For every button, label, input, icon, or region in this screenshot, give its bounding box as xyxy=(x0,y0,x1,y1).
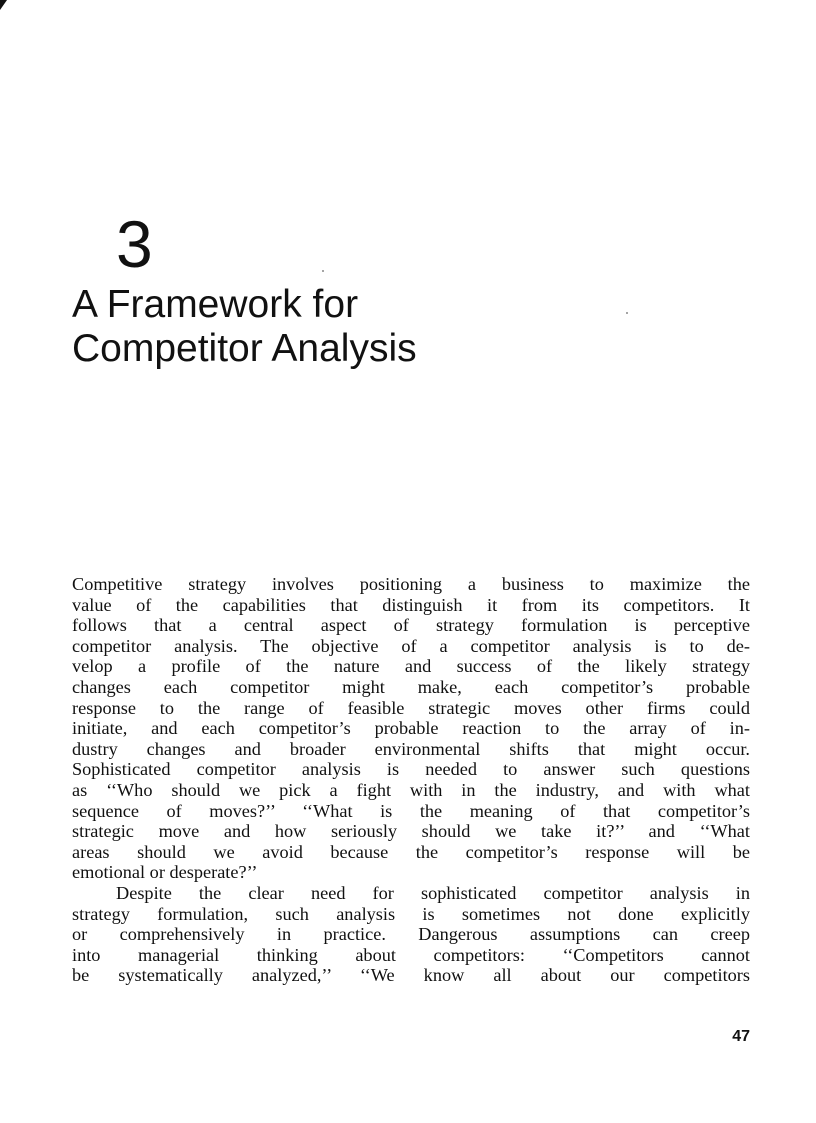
page-number: 47 xyxy=(732,1028,750,1045)
text-line: competitor analysis. The objective of a competitor analysis is to de- xyxy=(72,635,750,656)
scan-corner-mark xyxy=(0,0,7,10)
text-line: Sophisticated competitor analysis is needed to answer such questions xyxy=(72,759,750,780)
text-line: into managerial thinking about competitors: ‘‘Competitors cannot xyxy=(72,944,750,965)
chapter-title-line: A Framework for xyxy=(72,283,359,326)
text-line: value of the capabilities that distinguish it from its competitors. It xyxy=(72,594,750,615)
text-line: initiate, and each competitor’s probable reaction to the array of in- xyxy=(72,718,750,739)
text-line: Competitive strategy involves positioning a business to maximize the xyxy=(72,574,750,594)
chapter-title-line: Competitor Analysis xyxy=(72,327,417,370)
text-line: strategy formulation, such analysis is sometimes not done explicitly xyxy=(72,903,750,924)
text-line: velop a profile of the nature and success of the likely strategy xyxy=(72,656,750,677)
text-line: or comprehensively in practice. Dangerous assumptions can creep xyxy=(72,924,750,945)
text-line: follows that a central aspect of strategy formulation is perceptive xyxy=(72,615,750,636)
scan-speck xyxy=(322,270,324,272)
text-line: sequence of moves?’’ ‘‘What is the meaning of that competitor’s xyxy=(72,800,750,821)
text-line: as ‘‘Who should we pick a fight with in the industry, and with what xyxy=(72,779,750,800)
chapter-number: 3 xyxy=(116,207,154,281)
paragraph-2 xyxy=(72,883,750,986)
text-line: be systematically analyzed,’’ ‘‘We know all about our competitors xyxy=(72,965,750,986)
text-line: response to the range of feasible strategic moves other firms could xyxy=(72,697,750,718)
paragraph-1 xyxy=(72,574,750,883)
text-line: areas should we avoid because the competitor’s response will be xyxy=(72,841,750,862)
text-line: changes each competitor might make, each competitor’s probable xyxy=(72,676,750,697)
chapter-title xyxy=(72,283,712,371)
text-line: emotional or desperate?’’ xyxy=(72,862,258,883)
text-line: strategic move and how seriously should we take it?’’ and ‘‘What xyxy=(72,821,750,842)
body-text xyxy=(72,574,750,986)
text-line: Despite the clear need for sophisticated competitor analysis in xyxy=(116,882,750,903)
text-line: dustry changes and broader environmental shifts that might occur. xyxy=(72,738,750,759)
